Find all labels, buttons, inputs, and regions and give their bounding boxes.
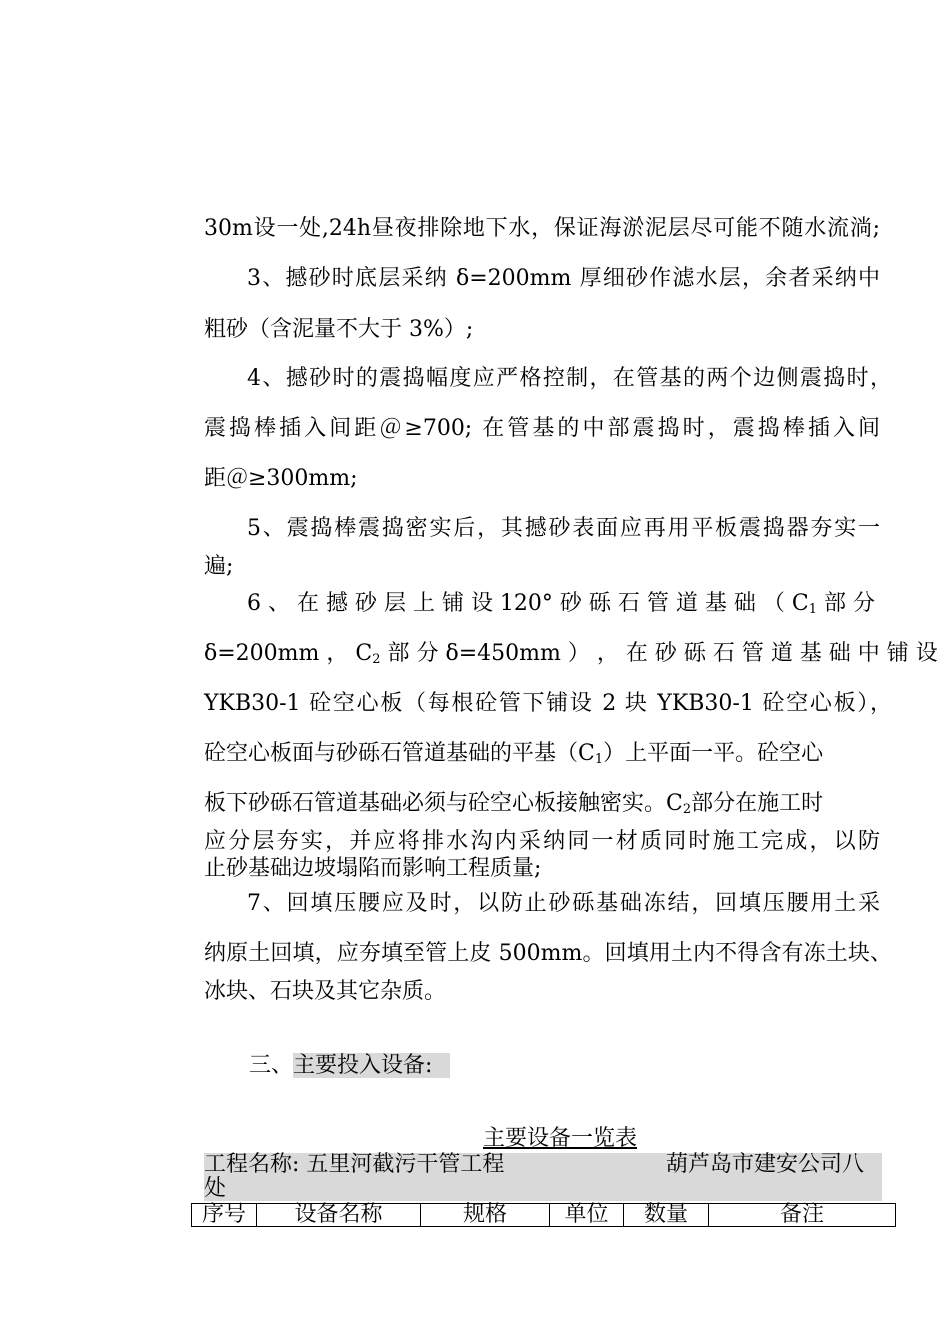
table-title: 主要设备一览表 — [483, 1126, 638, 1151]
paragraph-line: 应分层夯实，并应将排水沟内采纳同一材质同时施工完成，以防 — [204, 829, 880, 854]
company-name: 葫芦岛市建安公司八 — [666, 1152, 865, 1177]
text-run: 砼空心板面与砂砾石管道基础的平基（C — [204, 741, 595, 766]
paragraph-line — [247, 591, 880, 623]
paragraph-line: 5、震捣棒震捣密实后，其撼砂表面应再用平板震捣器夯实一 — [247, 516, 880, 541]
column-header: 数量 — [624, 1204, 709, 1227]
paragraph-line: 7、回填压腰应及时，以防止砂砾基础冻结，回填压腰用土采 — [247, 891, 880, 916]
table-header-row — [192, 1204, 896, 1227]
column-header: 单位 — [550, 1204, 624, 1227]
subscript: 2 — [682, 802, 692, 817]
text-run: 部 分 — [816, 591, 875, 616]
paragraph-line: 止砂基础边坡塌陷而影响工程质量; — [204, 856, 542, 881]
text-run: 部分在施工时 — [691, 791, 824, 816]
subscript: 1 — [808, 602, 817, 617]
column-header: 序号 — [192, 1204, 257, 1227]
section-title: 主要投入设备: — [293, 1053, 450, 1078]
text-run: 部 分 δ=450mm ） ， 在 砂 砾 石 管 道 基 础 中 铺 设 — [380, 641, 938, 666]
text-run: ）上平面一平。砼空心 — [603, 741, 824, 766]
paragraph-line: 4、撼砂时的震捣幅度应严格控制，在管基的两个边侧震捣时， — [247, 366, 892, 391]
section-number: 三、 — [249, 1053, 294, 1078]
text-run: δ=200mm ， C — [204, 641, 373, 666]
project-name: 工程名称: 五里河截污干管工程 — [204, 1152, 505, 1177]
paragraph-line: YKB30-1 砼空心板（每根砼管下铺设 2 块 YKB30-1 砼空心板）， — [204, 691, 892, 716]
subscript: 1 — [594, 752, 604, 767]
paragraph-line — [204, 641, 938, 673]
project-info-bar — [204, 1153, 882, 1201]
column-header: 设备名称 — [257, 1204, 421, 1227]
section-heading — [249, 1053, 450, 1079]
text-run: 板下砂砾石管道基础必须与砼空心板接触密实。C — [204, 791, 683, 816]
subscript: 2 — [372, 652, 381, 667]
paragraph-line: 距＠≥300mm; — [204, 466, 358, 491]
paragraph-line: 冰块、石块及其它杂质。 — [204, 979, 447, 1004]
paragraph-line: 3、撼砂时底层采纳 δ=200mm 厚细砂作滤水层，余者采纳中 — [247, 266, 880, 291]
paragraph-line — [204, 741, 823, 773]
paragraph-line: 震捣棒插入间距＠≥700; 在管基的中部震捣时，震捣棒插入间 — [204, 416, 880, 441]
paragraph-line — [204, 791, 823, 823]
paragraph-line: 纳原土回填，应夯填至管上皮 500mm。回填用土内不得含有冻土块、 — [204, 941, 892, 966]
paragraph-line: 遍; — [204, 554, 234, 579]
company-name-continued: 处 — [204, 1176, 227, 1201]
text-run: 6 、 在 撼 砂 层 上 铺 设 120° 砂 砾 石 管 道 基 础 （ C — [247, 591, 809, 616]
column-header: 备注 — [709, 1204, 896, 1227]
column-header: 规格 — [421, 1204, 550, 1227]
paragraph-line: 30m设一处,24h昼夜排除地下水，保证海淤泥层尽可能不随水流淌; — [204, 216, 880, 241]
equipment-table — [191, 1203, 896, 1227]
paragraph-line: 粗砂（含泥量不大于 3%）; — [204, 317, 474, 342]
